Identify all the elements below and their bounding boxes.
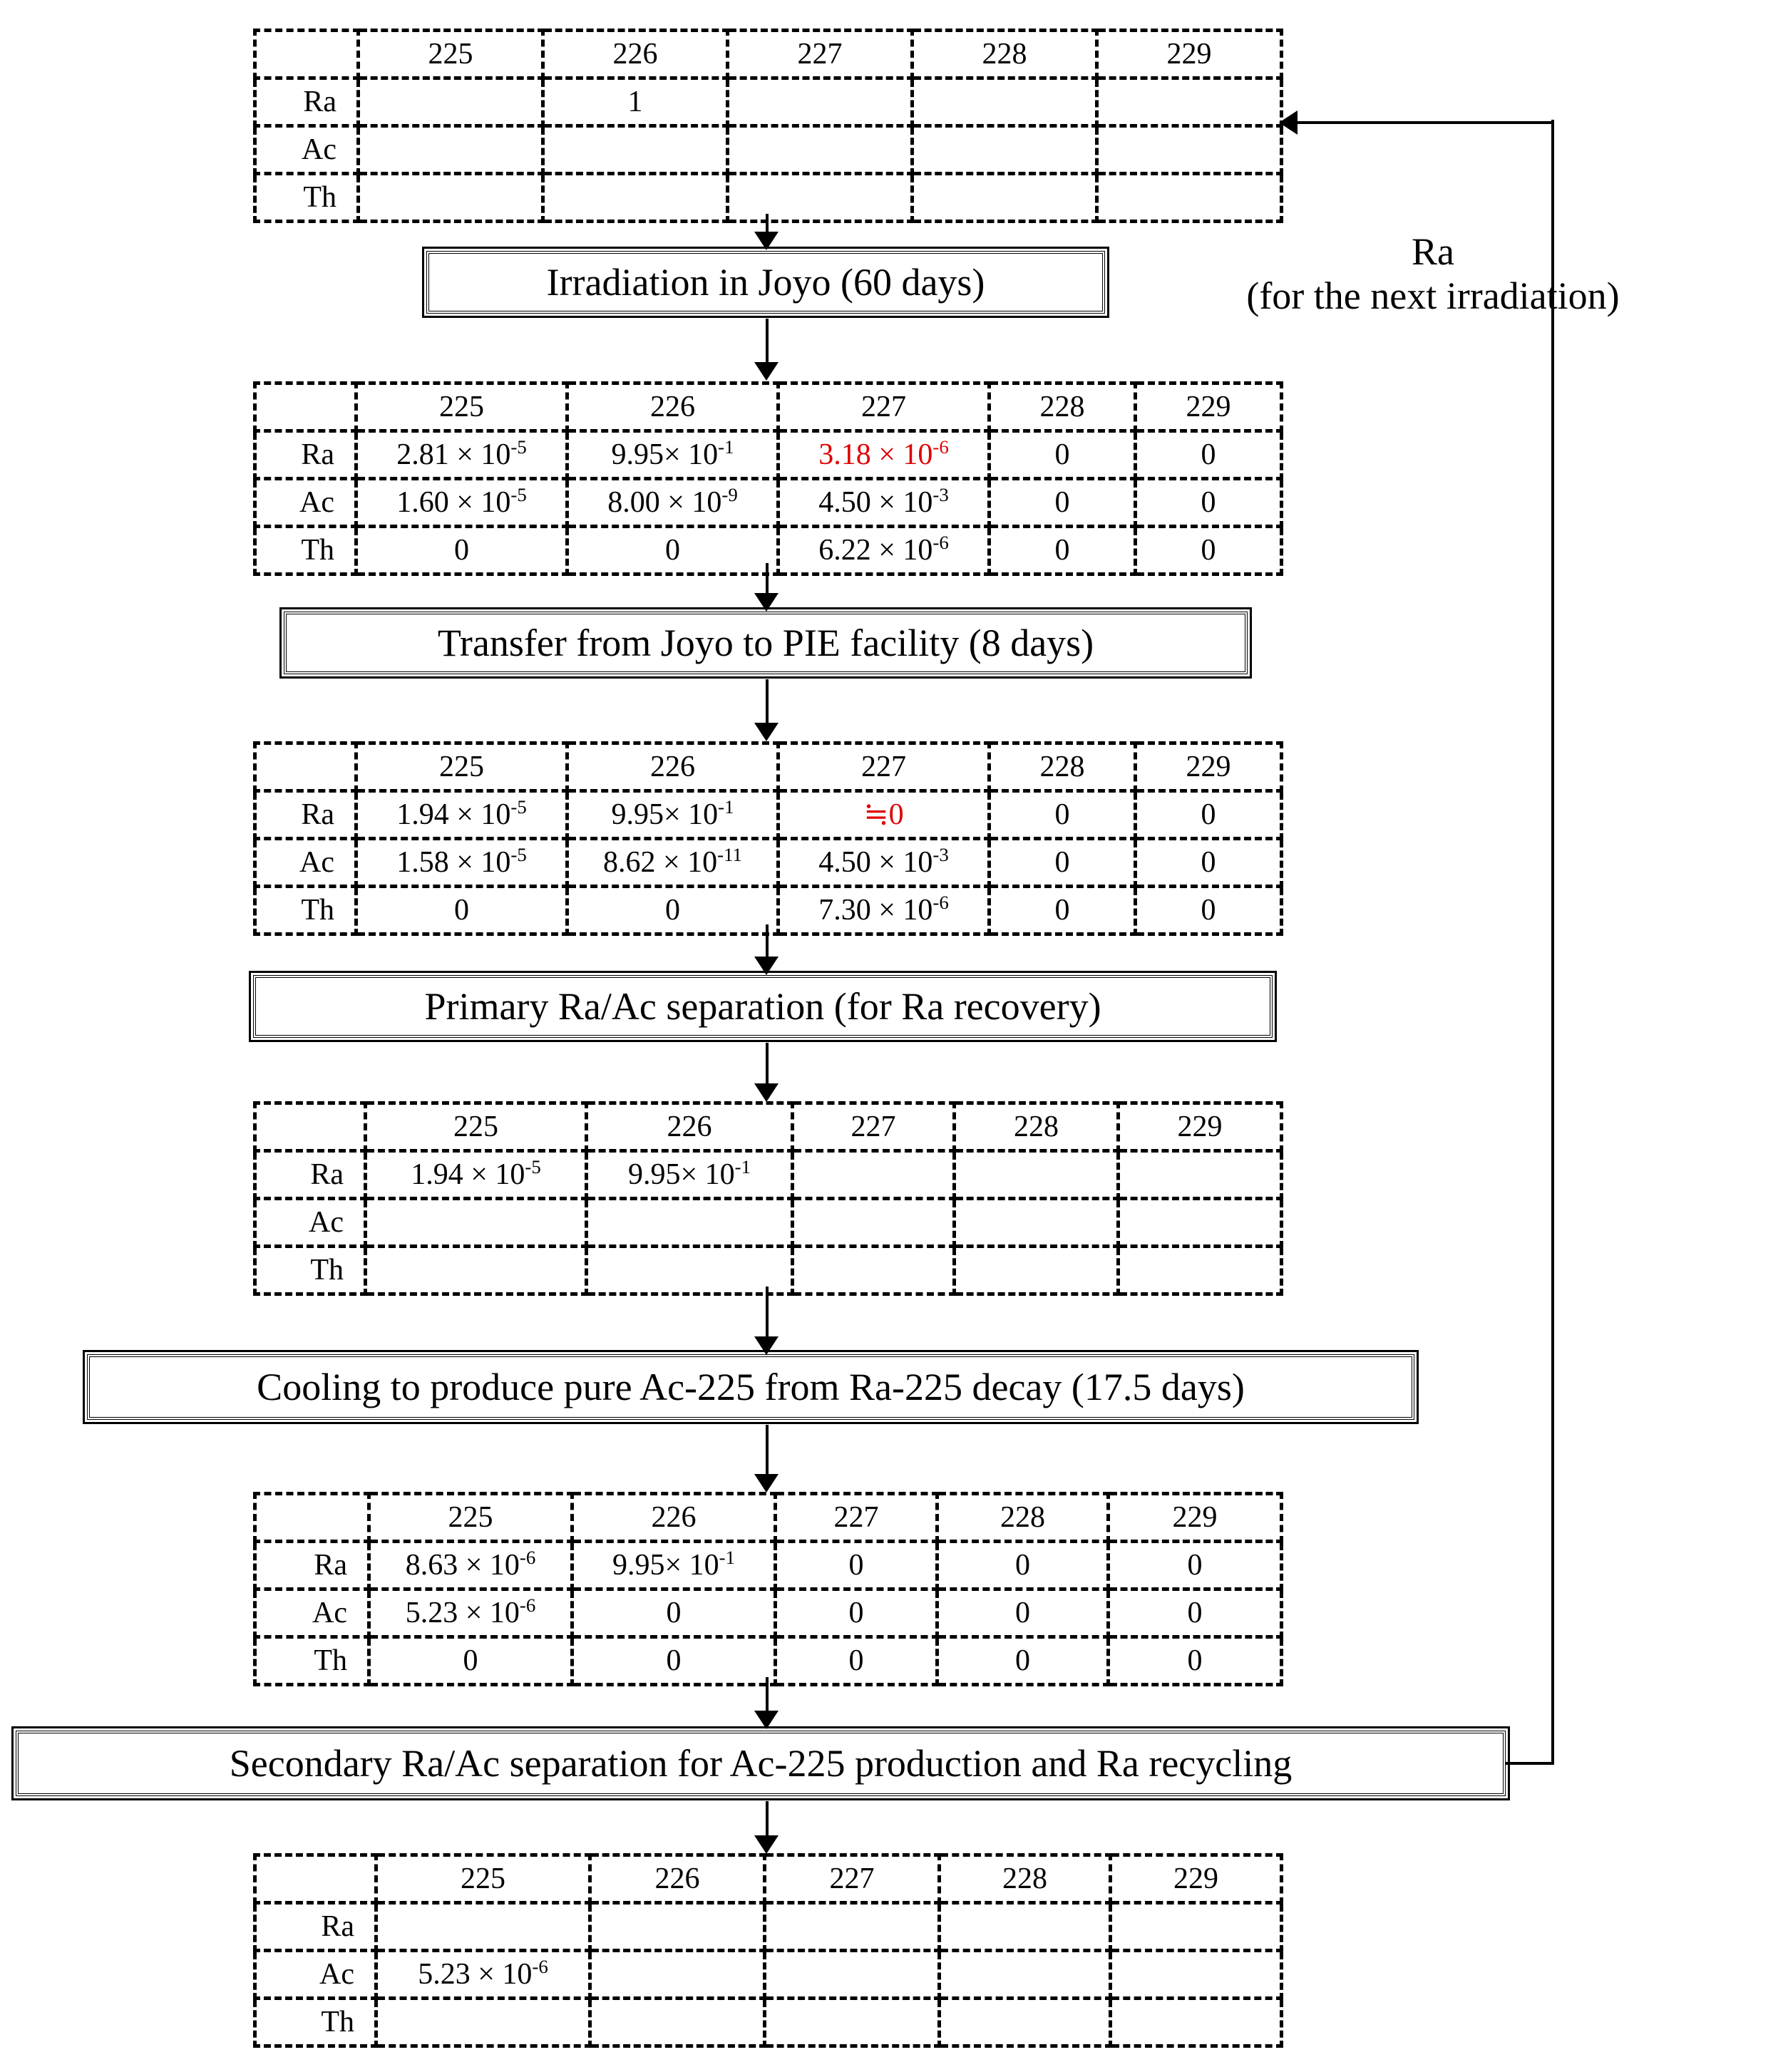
column-header-226: 226	[567, 743, 779, 791]
column-header-227: 227	[779, 743, 990, 791]
arrowhead-down-9	[754, 1711, 779, 1729]
cell-Ac-226	[543, 126, 728, 174]
nuclide-table-after-transfer	[253, 741, 1283, 936]
process-label-transfer: Transfer from Joyo to PIE facility (8 days)	[437, 622, 1094, 664]
cell-Ac-226: $8.62 \times 10^{-11}$	[567, 839, 779, 887]
row-label-Th: Th	[255, 1637, 369, 1685]
process-label-irradiation: Irradiation in Joyo (60 days)	[546, 261, 985, 304]
cell-Th-225	[359, 174, 543, 222]
column-header-225: 225	[356, 383, 567, 431]
cell-Ra-227	[765, 1903, 940, 1951]
cell-Ac-225: $5.23 \times 10^{-6}$	[369, 1589, 572, 1637]
table-header-row	[255, 31, 1282, 78]
nuclide-table-initial-charge	[253, 29, 1283, 223]
column-header-228: 228	[913, 31, 1097, 78]
arrowhead-down-8	[754, 1474, 779, 1493]
cell-Ra-229: 0	[1136, 791, 1282, 839]
nuclide-table-after-primary-separation	[253, 1101, 1283, 1296]
process-box-irradiation[interactable]	[426, 251, 1105, 314]
cell-Ra-225: $1.94 \times 10^{-5}$	[356, 791, 567, 839]
recycle-line-bottom-horizontal	[1506, 1762, 1554, 1765]
cell-Ra-228: 0	[990, 431, 1136, 479]
table-row	[255, 1151, 1282, 1199]
arrowhead-left-recycle	[1279, 110, 1298, 135]
column-header-226: 226	[587, 1103, 793, 1151]
column-header-228: 228	[990, 743, 1136, 791]
cell-Ac-227: $4.50 \times 10^{-3}$	[779, 479, 990, 527]
column-header-227: 227	[728, 31, 913, 78]
cell-Th-229	[1119, 1247, 1282, 1294]
cell-Th-228: 0	[990, 887, 1136, 934]
cell-Th-228	[955, 1247, 1119, 1294]
cell-Ra-229	[1119, 1151, 1282, 1199]
cell-Ra-226: $9.95\times 10^{-1}$	[567, 431, 779, 479]
cell-Th-226: 0	[572, 1637, 776, 1685]
column-header-227: 227	[765, 1855, 940, 1903]
table-header-row	[255, 1103, 1282, 1151]
cell-Th-226: 0	[567, 527, 779, 574]
column-header-227: 227	[776, 1494, 937, 1542]
column-header-226: 226	[572, 1494, 776, 1542]
cell-Ra-225	[376, 1903, 590, 1951]
table-corner-cell	[255, 1103, 366, 1151]
cell-Th-225: 0	[356, 527, 567, 574]
column-header-229: 229	[1136, 743, 1282, 791]
cell-Th-226	[590, 1999, 765, 2046]
column-header-226: 226	[567, 383, 779, 431]
column-header-225: 225	[356, 743, 567, 791]
cell-Ac-229: 0	[1136, 479, 1282, 527]
process-label-primary-separation: Primary Ra/Ac separation (for Ra recovery)	[424, 985, 1101, 1028]
row-label-Ac: Ac	[255, 839, 356, 887]
row-label-Th: Th	[255, 527, 356, 574]
cell-Ra-226: $9.95\times 10^{-1}$	[567, 791, 779, 839]
row-label-Ac: Ac	[255, 1589, 369, 1637]
nuclide-table-after-irradiation	[253, 381, 1283, 576]
cell-Ra-226: $9.95\times 10^{-1}$	[572, 1542, 776, 1589]
table-header-row	[255, 1855, 1282, 1903]
table-header-row	[255, 743, 1282, 791]
table-row	[255, 431, 1282, 479]
table-row	[255, 126, 1282, 174]
cell-Ac-228	[913, 126, 1097, 174]
cell-Th-229: 0	[1109, 1637, 1282, 1685]
cell-Th-228: 0	[990, 527, 1136, 574]
column-header-228: 228	[990, 383, 1136, 431]
cell-Th-227	[793, 1247, 955, 1294]
cell-Ac-229: 0	[1109, 1589, 1282, 1637]
cell-Ra-225	[359, 78, 543, 126]
column-header-229: 229	[1136, 383, 1282, 431]
cell-Ra-225: $8.63 \times 10^{-6}$	[369, 1542, 572, 1589]
arrowhead-down-3	[754, 593, 779, 612]
table-row	[255, 1903, 1282, 1951]
process-box-transfer[interactable]	[284, 612, 1248, 674]
cell-Ac-227	[765, 1951, 940, 1999]
nuclide-table-after-cooling	[253, 1492, 1283, 1686]
cell-Ra-228: 0	[937, 1542, 1109, 1589]
cell-Ac-226: 0	[572, 1589, 776, 1637]
cell-Ac-226	[590, 1951, 765, 1999]
cell-Ra-227	[793, 1151, 955, 1199]
table-row	[255, 78, 1282, 126]
row-label-Ra: Ra	[255, 78, 359, 126]
process-box-primary-separation[interactable]	[253, 975, 1273, 1038]
table-corner-cell	[255, 743, 356, 791]
cell-Ac-228: 0	[937, 1589, 1109, 1637]
cell-Ac-225	[366, 1199, 587, 1247]
cell-Ac-227	[793, 1199, 955, 1247]
table-corner-cell	[255, 31, 359, 78]
cell-Ac-225	[359, 126, 543, 174]
cell-Ac-229	[1111, 1951, 1282, 1999]
table-row	[255, 839, 1282, 887]
cell-Ra-228	[940, 1903, 1111, 1951]
cell-Th-227: $6.22 \times 10^{-6}$	[779, 527, 990, 574]
cell-Ra-229: 0	[1136, 431, 1282, 479]
table-row	[255, 1951, 1282, 1999]
cell-Ac-225: $5.23 \times 10^{-6}$	[376, 1951, 590, 1999]
table-row	[255, 791, 1282, 839]
cell-Th-225: 0	[369, 1637, 572, 1685]
recycle-caption-line1: Ra	[1412, 230, 1454, 273]
row-label-Ac: Ac	[255, 1199, 366, 1247]
cell-Ra-229	[1111, 1903, 1282, 1951]
nuclide-table-final-product	[253, 1853, 1283, 2048]
cell-Ac-226: $8.00 \times 10^{-9}$	[567, 479, 779, 527]
cell-Ac-227: $4.50 \times 10^{-3}$	[779, 839, 990, 887]
cell-Ac-228	[940, 1951, 1111, 1999]
arrowhead-down-7	[754, 1336, 779, 1355]
column-header-229: 229	[1109, 1494, 1282, 1542]
recycle-line-top-horizontal	[1298, 121, 1554, 124]
process-label-secondary-separation: Secondary Ra/Ac separation for Ac-225 production and Ra recycling	[229, 1742, 1293, 1785]
cell-Ac-225: $1.60 \times 10^{-5}$	[356, 479, 567, 527]
cell-Ac-229	[1097, 126, 1282, 174]
recycle-line-vertical	[1551, 120, 1554, 1763]
column-header-228: 228	[940, 1855, 1111, 1903]
cell-Ra-228	[955, 1151, 1119, 1199]
cell-Th-226	[587, 1247, 793, 1294]
column-header-225: 225	[359, 31, 543, 78]
process-box-secondary-separation[interactable]	[16, 1731, 1506, 1796]
table-row	[255, 1542, 1282, 1589]
cell-Ra-228	[913, 78, 1097, 126]
column-header-225: 225	[366, 1103, 587, 1151]
column-header-228: 228	[937, 1494, 1109, 1542]
cell-Th-227	[728, 174, 913, 222]
cell-Ra-229: 0	[1109, 1542, 1282, 1589]
table-corner-cell	[255, 383, 356, 431]
row-label-Ra: Ra	[255, 1542, 369, 1589]
cell-Th-228: 0	[937, 1637, 1109, 1685]
row-label-Ac: Ac	[255, 479, 356, 527]
row-label-Ra: Ra	[255, 1151, 366, 1199]
cell-Ac-228: 0	[990, 839, 1136, 887]
recycle-caption	[1112, 230, 1754, 318]
row-label-Ac: Ac	[255, 126, 359, 174]
table-header-row	[255, 383, 1282, 431]
table-row	[255, 1999, 1282, 2046]
column-header-227: 227	[793, 1103, 955, 1151]
cell-Th-229: 0	[1136, 527, 1282, 574]
cell-Th-226: 0	[567, 887, 779, 934]
column-header-229: 229	[1111, 1855, 1282, 1903]
row-label-Ra: Ra	[255, 1903, 376, 1951]
table-corner-cell	[255, 1494, 369, 1542]
cell-Th-229	[1097, 174, 1282, 222]
cell-Ra-226: $9.95\times 10^{-1}$	[587, 1151, 793, 1199]
cell-Th-225: 0	[356, 887, 567, 934]
cell-Ac-226	[587, 1199, 793, 1247]
cell-Th-227	[765, 1999, 940, 2046]
cell-Ra-225: $1.94 \times 10^{-5}$	[366, 1151, 587, 1199]
table-corner-cell	[255, 1855, 376, 1903]
column-header-228: 228	[955, 1103, 1119, 1151]
process-label-cooling: Cooling to produce pure Ac-225 from Ra-225 decay (17.5 days)	[257, 1366, 1245, 1408]
cell-Th-229	[1111, 1999, 1282, 2046]
row-label-Ra: Ra	[255, 791, 356, 839]
cell-Ac-228: 0	[990, 479, 1136, 527]
arrowhead-down-5	[754, 957, 779, 975]
table-row	[255, 1589, 1282, 1637]
cell-Ac-227	[728, 126, 913, 174]
column-header-229: 229	[1097, 31, 1282, 78]
cell-Ra-228: 0	[990, 791, 1136, 839]
row-label-Th: Th	[255, 887, 356, 934]
cell-Th-228	[913, 174, 1097, 222]
cell-Th-228	[940, 1999, 1111, 2046]
column-header-225: 225	[376, 1855, 590, 1903]
row-label-Ac: Ac	[255, 1951, 376, 1999]
cell-Th-229: 0	[1136, 887, 1282, 934]
process-box-cooling[interactable]	[87, 1354, 1414, 1420]
cell-Ac-225: $1.58 \times 10^{-5}$	[356, 839, 567, 887]
table-row	[255, 479, 1282, 527]
cell-Ac-228	[955, 1199, 1119, 1247]
cell-Th-225	[366, 1247, 587, 1294]
column-header-229: 229	[1119, 1103, 1282, 1151]
arrowhead-down-2	[754, 362, 779, 381]
cell-Ac-229: 0	[1136, 839, 1282, 887]
table-header-row	[255, 1494, 1282, 1542]
cell-Ra-229	[1097, 78, 1282, 126]
row-label-Th: Th	[255, 1999, 376, 2046]
cell-Ra-227: ≒0	[779, 791, 990, 839]
cell-Ra-225: $2.81 \times 10^{-5}$	[356, 431, 567, 479]
cell-Ra-227	[728, 78, 913, 126]
cell-Th-226	[543, 174, 728, 222]
cell-Ra-227: 0	[776, 1542, 937, 1589]
table-row	[255, 1199, 1282, 1247]
cell-Ac-229	[1119, 1199, 1282, 1247]
cell-Ra-227: $3.18 \times 10^{-6}$	[779, 431, 990, 479]
cell-Ac-227: 0	[776, 1589, 937, 1637]
column-header-225: 225	[369, 1494, 572, 1542]
cell-Th-227: 0	[776, 1637, 937, 1685]
recycle-caption-line2: (for the next irradiation)	[1246, 274, 1620, 318]
cell-Th-225	[376, 1999, 590, 2046]
row-label-Th: Th	[255, 1247, 366, 1294]
row-label-Th: Th	[255, 174, 359, 222]
arrowhead-down-6	[754, 1083, 779, 1102]
cell-Ra-226: 1	[543, 78, 728, 126]
cell-Ra-226	[590, 1903, 765, 1951]
arrowhead-down-10	[754, 1835, 779, 1854]
column-header-226: 226	[590, 1855, 765, 1903]
arrowhead-down-4	[754, 723, 779, 741]
column-header-227: 227	[779, 383, 990, 431]
arrowhead-down-1	[754, 232, 779, 250]
row-label-Ra: Ra	[255, 431, 356, 479]
cell-Th-227: $7.30 \times 10^{-6}$	[779, 887, 990, 934]
column-header-226: 226	[543, 31, 728, 78]
